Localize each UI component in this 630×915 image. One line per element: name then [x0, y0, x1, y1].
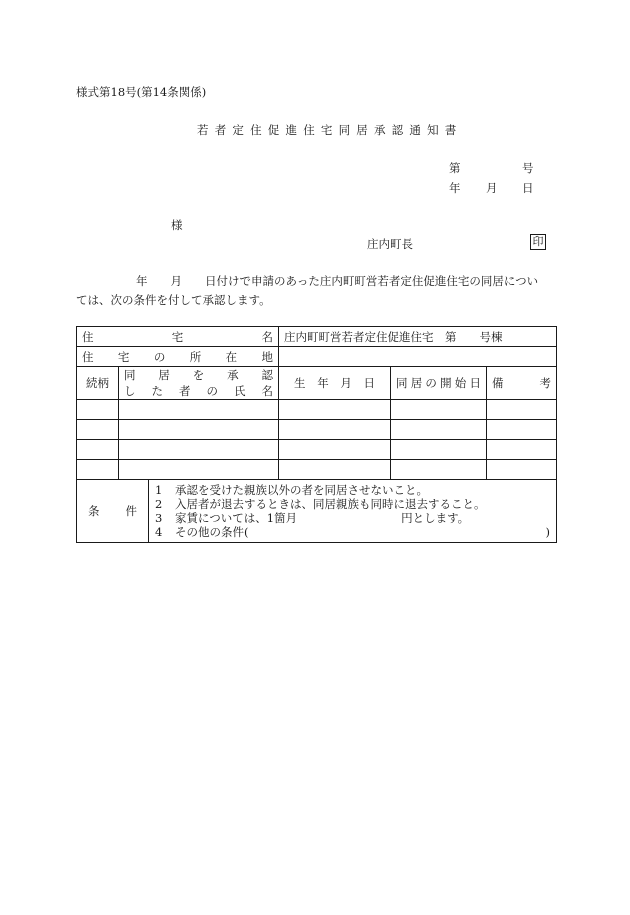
table-cell	[391, 400, 487, 420]
col-approved-name-line-1: 同 居 を 承 認	[124, 368, 273, 382]
table-cell	[279, 420, 391, 440]
table-cell	[487, 420, 557, 440]
table-row	[77, 440, 557, 460]
location-label: 住 宅 の 所 在 地	[82, 349, 274, 364]
table-row	[77, 400, 557, 420]
col-approved-name-line-2: し た 者 の 氏 名	[124, 384, 273, 398]
sender-name: 庄内町長	[367, 237, 413, 251]
body-text-line-2: ては、次の条件を付して承認します。	[76, 293, 271, 307]
table-row	[77, 460, 557, 480]
seal-stamp: 印	[530, 234, 546, 250]
location-label-cell	[77, 347, 279, 367]
table-cell	[279, 460, 391, 480]
issue-date-month: 月	[486, 181, 498, 195]
col-birthdate: 生 年 月 日	[279, 367, 391, 400]
table-cell	[77, 440, 119, 460]
table-cell	[119, 460, 279, 480]
condition-2: 2 入居者が退去するときは、同居親族も同時に退去すること。	[155, 497, 486, 511]
table-cell	[77, 400, 119, 420]
addressee-honorific: 様	[171, 218, 183, 232]
table-cell	[77, 460, 119, 480]
housing-name-value: 庄内町町営若者定住促進住宅 第 号棟	[279, 327, 557, 347]
body-month: 月	[170, 274, 182, 288]
document-number-label: 第	[449, 161, 461, 175]
table-cell	[119, 420, 279, 440]
table-cell	[391, 460, 487, 480]
table-cell	[119, 440, 279, 460]
table-cell	[119, 400, 279, 420]
issue-date-year: 年	[449, 181, 461, 195]
approval-statement	[76, 272, 558, 310]
location-row	[77, 347, 557, 367]
condition-4: 4 その他の条件( )	[155, 525, 551, 539]
table-cell	[487, 400, 557, 420]
body-text-line-1: 日付けで申請のあった庄内町町営若者定住促進住宅の同居につい	[205, 274, 539, 288]
housing-name-row	[77, 327, 557, 347]
conditions-list	[149, 480, 557, 543]
table-cell	[279, 400, 391, 420]
issue-date-day: 日	[522, 181, 534, 195]
table-cell	[391, 420, 487, 440]
approval-table	[76, 326, 557, 543]
col-approved-name	[119, 367, 279, 400]
document-title: 若者定住促進住宅同居承認通知書	[197, 123, 463, 137]
table-cell	[77, 420, 119, 440]
table-cell	[279, 440, 391, 460]
conditions-row	[77, 480, 557, 543]
conditions-label-cell: 条 件	[77, 480, 149, 543]
housing-name-label: 住 宅 名	[82, 329, 274, 344]
condition-3: 3 家賃については、1箇月 円とします。	[155, 511, 470, 525]
table-cell	[487, 460, 557, 480]
col-relationship: 続柄	[77, 367, 119, 400]
col-remarks: 備 考	[487, 367, 557, 400]
condition-1: 1 承認を受けた親族以外の者を同居させないこと。	[155, 483, 428, 497]
body-year: 年	[136, 274, 148, 288]
document-number-suffix: 号	[522, 161, 534, 175]
col-start-date: 同 居 の 開 始 日	[391, 367, 487, 400]
form-number: 様式第18号(第14条関係)	[76, 85, 207, 99]
table-cell	[487, 440, 557, 460]
location-value	[279, 347, 557, 367]
table-row	[77, 420, 557, 440]
column-header-row	[77, 367, 557, 400]
table-cell	[391, 440, 487, 460]
housing-name-label-cell	[77, 327, 279, 347]
